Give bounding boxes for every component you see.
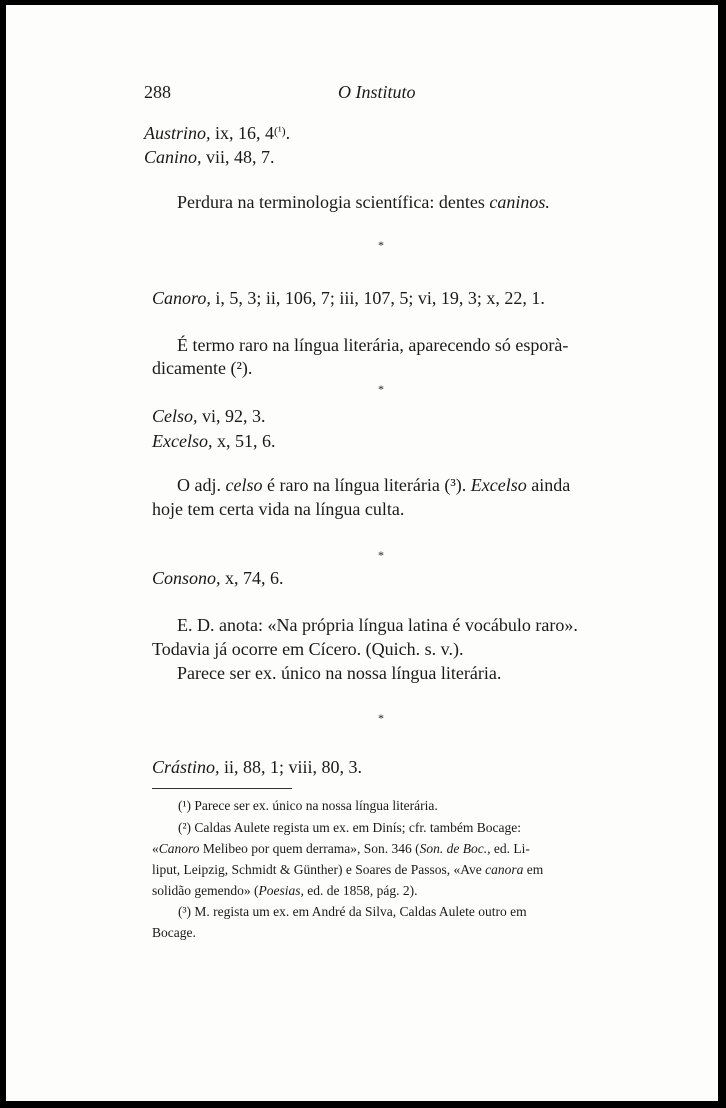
separator-asterisk: * xyxy=(378,382,384,396)
paragraph-consono-line2: Todavia já ocorre em Cícero. (Quich. s. v.). xyxy=(152,639,464,659)
footnote-mark: (¹) xyxy=(178,798,192,813)
text: liput, Leipzig, Schmidt & Günther) e Soares de Passos, «Ave xyxy=(152,862,486,877)
paragraph-celso-line2: hoje tem certa vida na língua culta. xyxy=(152,499,405,519)
footnote-3-line1 xyxy=(178,902,527,922)
term: Excelso xyxy=(470,475,527,495)
entry-canino xyxy=(144,145,275,169)
headword: Austrino, xyxy=(144,123,211,143)
text: ed. Li- xyxy=(490,841,530,856)
footnote-3-line2: Bocage. xyxy=(152,925,196,940)
headword: Celso, xyxy=(152,406,198,426)
term: Son. de Boc., xyxy=(419,841,491,856)
running-title: O Instituto xyxy=(338,82,416,102)
footnote-text: M. regista um ex. em André da Silva, Caldas Aulete outro em xyxy=(194,904,527,919)
book-page xyxy=(6,5,718,1101)
separator-asterisk: * xyxy=(378,548,384,562)
reference: x, 74, 6. xyxy=(225,568,284,588)
headword: Crástino, xyxy=(152,757,220,777)
entry-consono xyxy=(152,566,284,590)
paragraph-celso-line1 xyxy=(177,473,570,497)
text: ainda xyxy=(531,475,571,495)
entry-celso xyxy=(152,404,266,428)
entry-end: . xyxy=(285,123,291,143)
entry-canoro xyxy=(152,286,545,310)
term: canora xyxy=(485,862,524,877)
reference: i, 5, 3; ii, 106, 7; iii, 107, 5; vi, 19, 3; x, 22, 1. xyxy=(215,288,545,308)
footnote-rule xyxy=(152,788,292,789)
text: O adj. xyxy=(177,475,221,495)
paragraph-canoro-line2: dicamente (²). xyxy=(152,358,253,378)
reference: vi, 92, 3. xyxy=(202,406,266,426)
paragraph-canoro-line1: É termo raro na língua literária, aparecendo só esporà- xyxy=(177,335,569,355)
page-number: 288 xyxy=(144,82,171,102)
paragraph-consono-line3: Parece ser ex. único na nossa língua literária. xyxy=(177,663,502,683)
entry-crastino xyxy=(152,755,362,779)
term: celso xyxy=(225,475,263,495)
reference: ix, 16, 4 xyxy=(215,123,275,143)
text: solidão gemendo» ( xyxy=(152,883,259,898)
reference: x, 51, 6. xyxy=(216,431,276,451)
text: « xyxy=(152,841,159,856)
text: Melibeo por quem derrama», Son. 346 ( xyxy=(199,841,420,856)
headword: Excelso, xyxy=(152,431,213,451)
paragraph-canino xyxy=(177,190,550,214)
reference: vii, 48, 7. xyxy=(206,147,275,167)
text: é raro na língua literária (³). xyxy=(266,475,467,495)
term: caninos. xyxy=(489,192,550,212)
paragraph-text: Perdura na terminologia scientífica: dentes xyxy=(177,192,485,212)
footnote-mark: (¹) xyxy=(274,124,286,138)
footnote-mark: (²) xyxy=(178,820,192,835)
headword: Canoro, xyxy=(152,288,211,308)
footnote-2-line3 xyxy=(152,860,543,880)
term: Poesias, xyxy=(258,883,304,898)
headword: Canino, xyxy=(144,147,202,167)
entry-austrino xyxy=(144,119,290,145)
separator-asterisk: * xyxy=(378,711,384,725)
headword: Consono, xyxy=(152,568,221,588)
reference: ii, 88, 1; viii, 80, 3. xyxy=(224,757,363,777)
footnote-2-line1 xyxy=(178,818,521,838)
separator-asterisk: * xyxy=(378,238,384,252)
entry-excelso xyxy=(152,429,275,453)
footnote-2-line4 xyxy=(152,881,417,901)
footnote-text: Caldas Aulete regista um ex. em Dinís; cfr. também Bocage: xyxy=(194,820,521,835)
paragraph-consono-line1: E. D. anota: «Na própria língua latina é vocábulo raro». xyxy=(177,615,578,635)
footnote-text: Parece ser ex. único na nossa língua literária. xyxy=(194,798,438,813)
footnote-1 xyxy=(178,796,438,816)
footnote-2-line2 xyxy=(152,839,530,859)
text: em xyxy=(523,862,544,877)
footnote-mark: (³) xyxy=(178,904,192,919)
term: Canoro xyxy=(158,841,200,856)
text: ed. de 1858, pág. 2). xyxy=(303,883,418,898)
